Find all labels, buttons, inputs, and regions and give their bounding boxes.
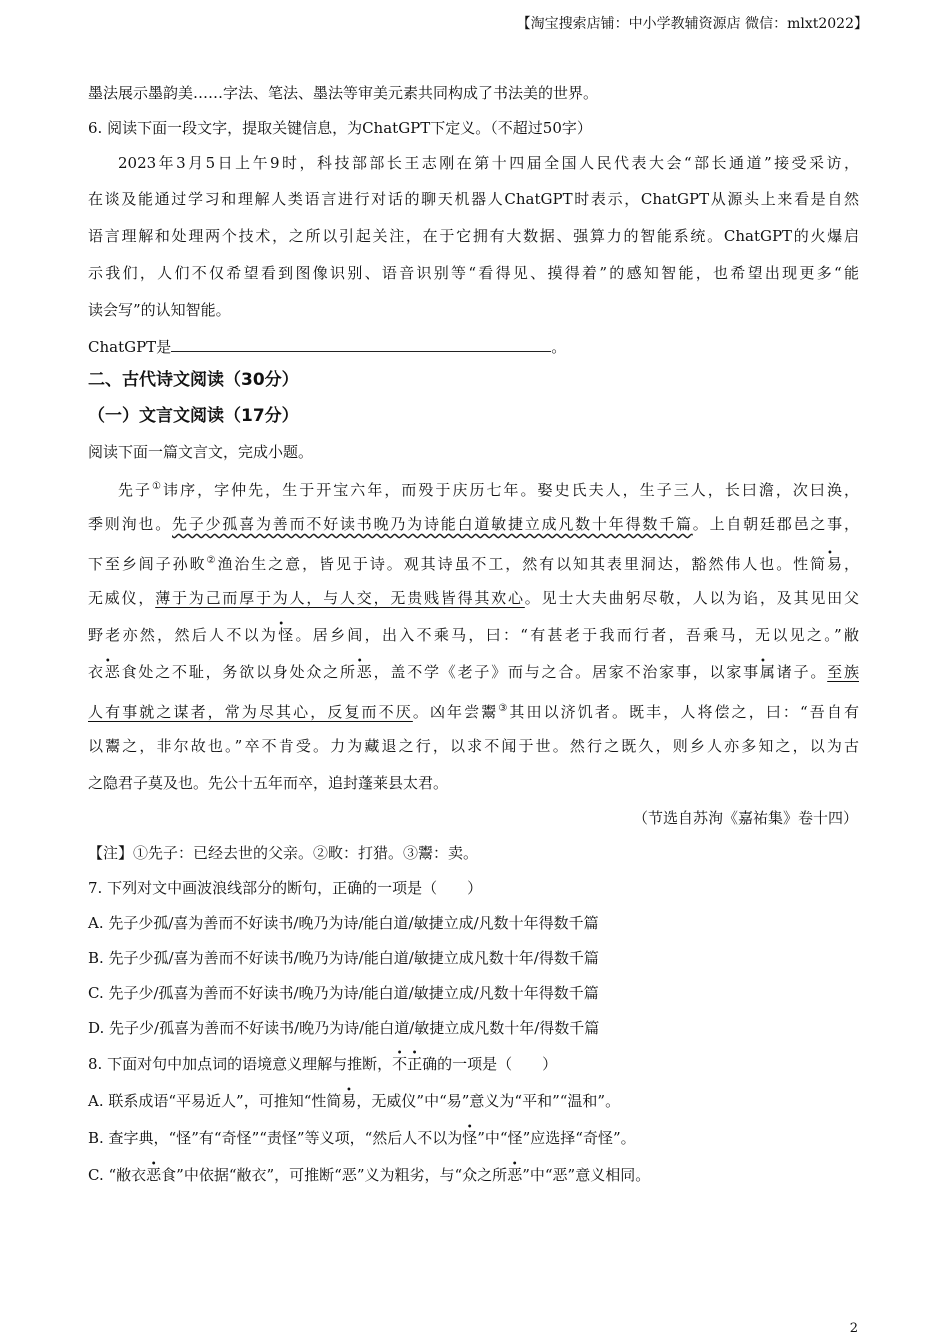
- dotted-word: 易: [341, 1092, 357, 1110]
- question-6-stem: 6. 阅读下面一段文字，提取关键信息，为ChatGPT下定义。（不超过50字）: [88, 119, 592, 137]
- page-header: 【淘宝搜索店铺：中小学教辅资源店 微信：mlxt2022】: [516, 16, 868, 32]
- option-c[interactable]: [88, 1165, 650, 1185]
- text-span: ，盖不学《老子》而与之合。居家不治家事，以家事: [373, 663, 760, 681]
- footnote-mark: ③: [498, 703, 510, 714]
- text-span: 无威仪，: [88, 589, 156, 607]
- text-span: C. “敝衣: [88, 1166, 147, 1184]
- footnote: 【注】①先子：已经去世的父亲。②畋：打猎。③鬻：卖。: [88, 844, 479, 862]
- passage-line: 在谈及能通过学习和理解人类语言进行对话的聊天机器人ChatGPT时表示，ChatGPT从源头上来看是自然: [88, 190, 859, 208]
- text-span: ，: [843, 555, 859, 573]
- text-span: 先子: [118, 481, 153, 499]
- dotted-word: 怪: [278, 626, 296, 644]
- text-span: 。凶年尝鬻: [412, 703, 499, 721]
- text-span: 食处之不耻，务欲以身处众之所: [121, 663, 357, 681]
- dotted-word: 恶: [507, 1166, 523, 1184]
- footnote-mark: ①: [152, 481, 164, 492]
- option-b[interactable]: B. 先子少孤/喜为善而不好读书/晚乃为诗/能白道/敏捷立成凡数十年/得数千篇: [88, 949, 599, 967]
- classical-text-line: [88, 551, 859, 574]
- classical-text-line: [88, 625, 859, 645]
- text-span: 8. 下面对句中加点词的语境意义理解与推断，: [88, 1055, 393, 1073]
- footnote-mark: ②: [206, 555, 218, 566]
- dotted-word: 不: [392, 1055, 408, 1073]
- text-span: ，无威仪”中“易”意义为“平和”“温和”。: [356, 1092, 621, 1110]
- subsection-heading: （一）文言文阅读（17分）: [88, 406, 299, 426]
- page-number: 2: [849, 1321, 858, 1336]
- option-c[interactable]: C. 先子少/孤喜为善而不好读书/晚乃为诗/能白道/敏捷立成/凡数十年得数千篇: [88, 984, 599, 1002]
- text-span: ”中“恶”意义相同。: [522, 1166, 651, 1184]
- text-span: 渔治生之意，皆见于诗。观其诗虽不工，然有以知其表里洞达，豁然伟人也。性简: [217, 555, 828, 573]
- underlined-text: 人有事就之谋者，常为尽其心，反复而不厌: [88, 703, 413, 721]
- question-7-stem: 7. 下列对文中画波浪线部分的断句，正确的一项是（ ）: [88, 879, 483, 897]
- classical-text-line: [88, 588, 859, 608]
- option-b[interactable]: [88, 1128, 636, 1148]
- text-span: 季则洵也。: [88, 515, 172, 533]
- passage-line: 2023年3月5日上午9时，科技部部长王志刚在第十四届全国人民代表大会“部长通道”接受采访，: [118, 154, 859, 172]
- classical-text-line: [88, 662, 859, 682]
- answer-blank[interactable]: [171, 337, 551, 352]
- source-citation: （节选自苏洵《嘉祐集》卷十四）: [632, 809, 858, 827]
- dotted-word: 易: [827, 555, 844, 573]
- text-span: ”中“怪”应选择“奇怪”。: [477, 1129, 636, 1147]
- passage-line: 示我们，人们不仅希望看到图像识别、语音识别等“看得见、摸得着”的感知智能，也希望出现更多“能: [88, 264, 859, 282]
- text-span: 确的一项是（ ）: [422, 1055, 558, 1073]
- text-span: 诸子。: [776, 663, 828, 681]
- underlined-text: 至族: [827, 663, 859, 681]
- answer-suffix: 。: [551, 338, 567, 356]
- dotted-word: 恶: [146, 1166, 162, 1184]
- option-a[interactable]: A. 先子少孤/喜为善而不好读书/晚乃为诗/能白道/敏捷立成/凡数十年得数千篇: [88, 914, 599, 932]
- wavy-underlined-text: 先子少孤喜为善而不好读书晚乃为诗能白道敏捷立成凡数十年得数千篇: [172, 515, 693, 533]
- text-line: 墨法展示墨韵美……字法、笔法、墨法等审美元素共同构成了书法美的世界。: [88, 84, 599, 102]
- text-span: 。上自朝廷郡邑之事，: [692, 515, 859, 533]
- text-span: B. 查字典，“怪”有“奇怪”“责怪”等义项，“然后人不以为: [88, 1129, 463, 1147]
- text-span: 。见士大夫曲躬尽敬，人以为谄，及其见田父: [524, 589, 859, 607]
- text-span: 衣: [88, 663, 105, 681]
- classical-text-line: 以鬻之，非尔故也。”卒不肯受。力为藏退之行，以求不闻于世。然行之既久，则乡人亦多知之，以为古: [88, 737, 859, 755]
- text-span: 野老亦然，然后人不以为: [88, 626, 279, 644]
- classical-text-line: [118, 477, 859, 500]
- answer-line: [88, 337, 566, 357]
- option-d[interactable]: D. 先子少/孤喜为善而不好读书/晚乃为诗/能白道/敏捷立成凡数十年/得数千篇: [88, 1019, 600, 1037]
- text-span: 下至乡闾子孙畋: [88, 555, 207, 573]
- option-a[interactable]: [88, 1091, 620, 1111]
- passage-line: 语言理解和处理两个技术，之所以引起关注，在于它拥有大数据、强算力的智能系统。ChatGPT的火爆启: [88, 227, 859, 245]
- dotted-word: 属: [759, 663, 777, 681]
- answer-prefix: ChatGPT是: [88, 338, 172, 356]
- text-span: 食”中依据“敝衣”，可推断“恶”义为粗劣，与“众之所: [161, 1166, 508, 1184]
- dotted-word: 正: [407, 1055, 423, 1073]
- text-span: 。居乡闾，出入不乘马，曰：“有甚老于我而行者，吾乘马，无以见之。”敝: [295, 626, 859, 644]
- question-8-stem: [88, 1054, 557, 1074]
- dotted-word: 恶: [104, 663, 122, 681]
- dotted-word: 恶: [356, 663, 374, 681]
- instruction: 阅读下面一篇文言文，完成小题。: [88, 443, 314, 461]
- section-heading: 二、古代诗文阅读（30分）: [88, 370, 299, 390]
- classical-text-line: [88, 514, 859, 534]
- underlined-text: 薄于为己而厚于为人，与人交，无贵贱皆得其欢心: [155, 589, 525, 607]
- passage-line: 读会写”的认知智能。: [88, 301, 231, 319]
- text-span: 讳序，字仲先，生于开宝六年，而殁于庆历七年。娶史氏夫人，生子三人，长曰澹，次曰涣，: [163, 481, 859, 499]
- dotted-word: 怪: [462, 1129, 478, 1147]
- text-span: 其田以济饥者。既丰，人将偿之，曰：“吾自有: [509, 703, 859, 721]
- classical-text-line: [88, 699, 859, 722]
- classical-text-line: 之隐君子莫及也。先公十五年而卒，追封蓬莱县太君。: [88, 774, 449, 792]
- text-span: A. 联系成语“平易近人”，可推知“性简: [88, 1092, 342, 1110]
